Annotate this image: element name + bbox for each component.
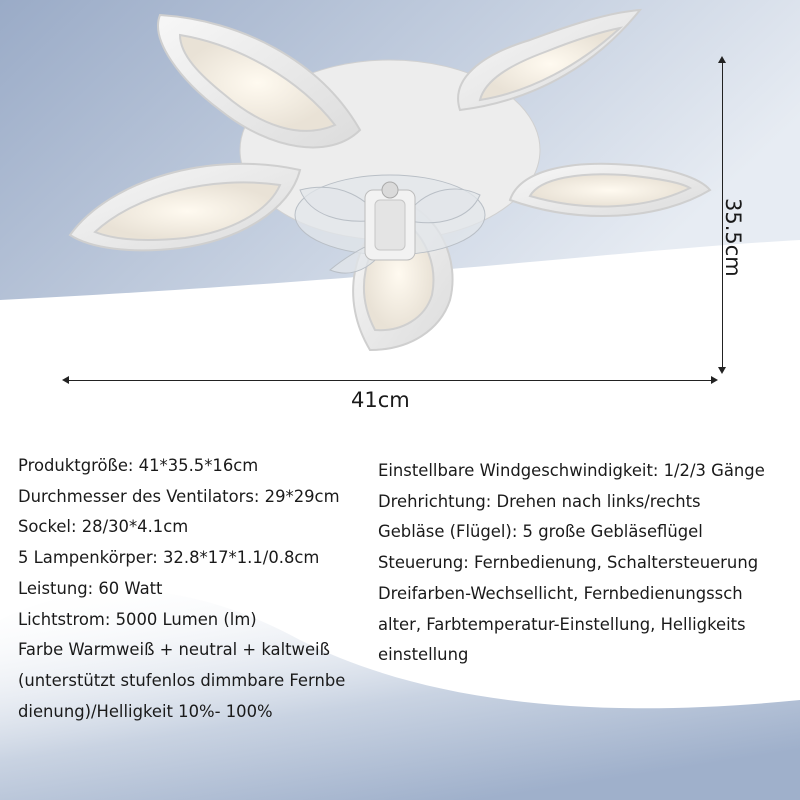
spec-line: (unterstützt stufenlos dimmbare Fernbe [18, 670, 346, 690]
spec-line: Lichtstrom: 5000 Lumen (lm) [18, 609, 257, 629]
width-dimension-line [64, 380, 716, 381]
specs-right-column [378, 456, 796, 671]
spec-line: alter, Farbtemperatur-Einstellung, Helligkeits [378, 614, 746, 634]
spec-line: Produktgröße: 41*35.5*16cm [18, 456, 259, 475]
spec-line: 5 Lampenkörper: 32.8*17*1.1/0.8cm [18, 548, 320, 568]
ceiling-fan-light-image [40, 0, 740, 380]
specs-left-column [18, 451, 378, 727]
width-dimension-label: 41cm [351, 388, 410, 412]
height-dimension-label: 35.5cm [721, 198, 745, 277]
spec-line: Dreifarben-Wechsellicht, Fernbedienungssch [378, 583, 743, 603]
spec-line: Drehrichtung: Drehen nach links/rechts [378, 491, 701, 511]
spec-line: Durchmesser des Ventilators: 29*29cm [18, 486, 340, 506]
spec-line: Farbe Warmweiß + neutral + kaltweiß [18, 640, 330, 660]
spec-line: Sockel: 28/30*4.1cm [18, 517, 189, 537]
spec-line: Steuerung: Fernbedienung, Schaltersteuerung [378, 553, 759, 573]
spec-line: Einstellbare Windgeschwindigkeit: 1/2/3 Gänge [378, 461, 765, 480]
spec-line: Leistung: 60 Watt [18, 578, 163, 598]
spec-line: dienung)/Helligkeit 10%- 100% [18, 701, 273, 721]
spec-line: einstellung [378, 645, 469, 665]
spec-line: Gebläse (Flügel): 5 große Gebläseflügel [378, 522, 703, 542]
